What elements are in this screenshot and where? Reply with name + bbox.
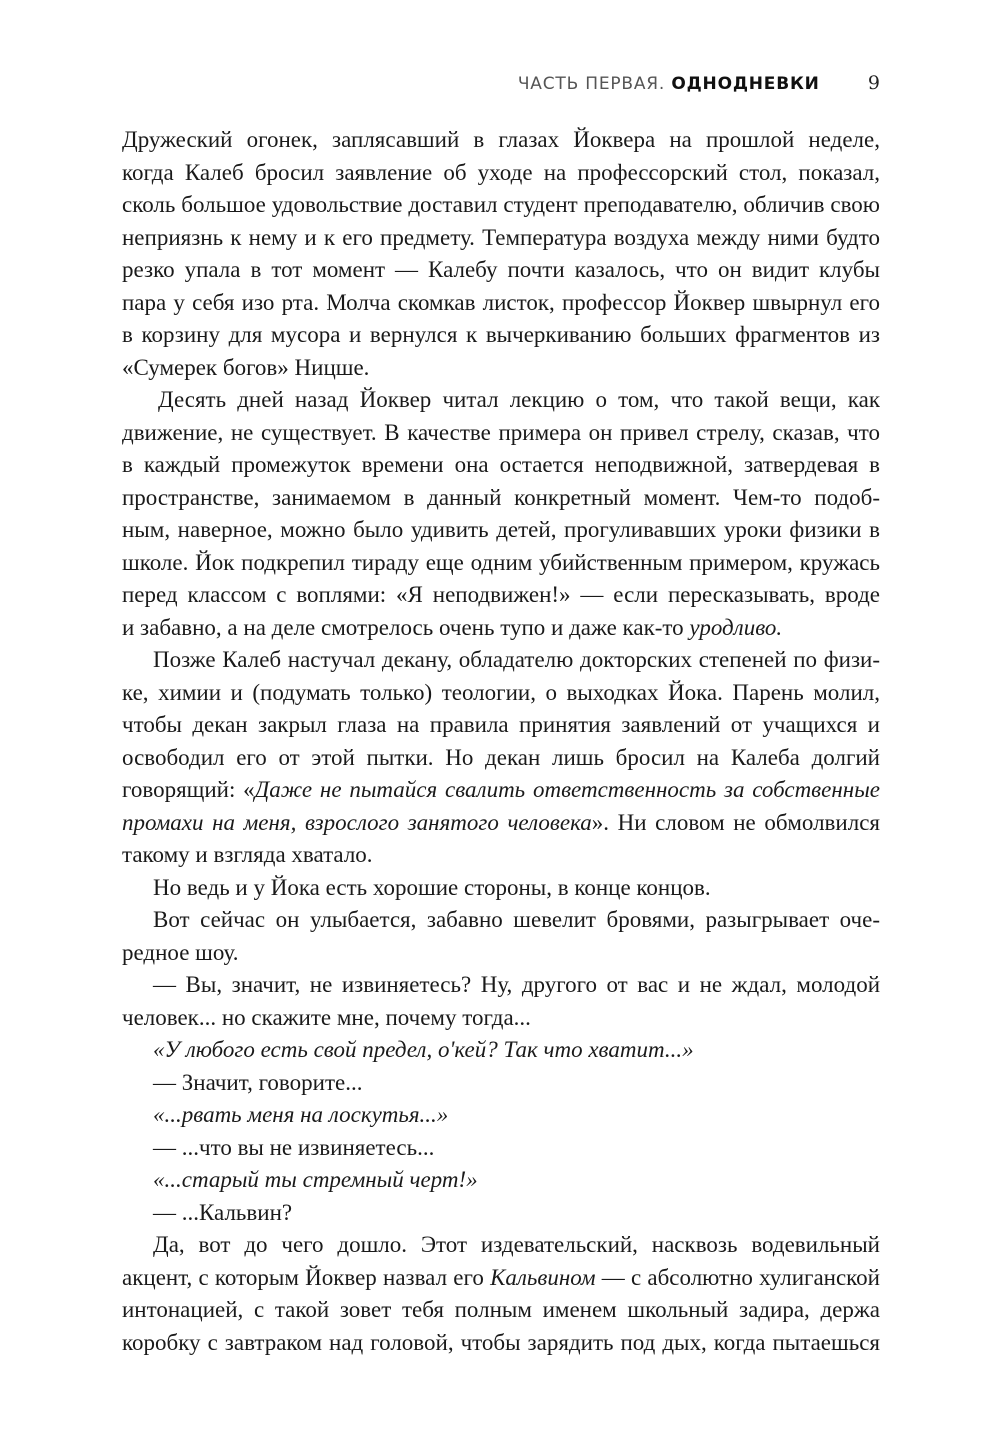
text-line: Вот сейчас он улыбается, забавно шевелит бровями, разыгрывает оче- [153, 907, 880, 932]
text-line: такому и взгляда хватало. [122, 842, 373, 867]
page-number: 9 [867, 72, 880, 94]
text-run: — с абсолютно хулиганской [595, 1264, 880, 1290]
text-line [122, 612, 880, 645]
text-line: движение, не существует. В качестве примера он привел стрелу, сказав, что [122, 419, 880, 445]
text-line: когда Калеб бросил заявление об уходе на профессорский стол, показал, [122, 159, 880, 185]
text-line [122, 774, 880, 807]
text-line: пара у себя изо рта. Молча скомкав листок, профессор Йоквер швырнул его [122, 289, 880, 315]
text-line: в каждый промежуток времени она остается неподвижной, затвердевая в [122, 452, 880, 477]
text-line: освободил его от этой пытки. Но декан лишь бросил на Калеба долгий [122, 744, 880, 770]
text-line: — ...Кальвин? [153, 1199, 293, 1225]
text-line: ке, химии и (подумать только) теологии, о выходках Йока. Парень молил, [122, 679, 880, 705]
italic-run: промахи на меня, взрослого занятого человека [122, 809, 592, 835]
text-line: человек... но скажите мне, почему тогда... [122, 1004, 531, 1030]
text-run: акцент, с которым Йоквер назвал его [122, 1264, 491, 1290]
text-run: ». Ни словом не обмолвился [591, 809, 880, 835]
text-run: говорящий: « [122, 777, 255, 802]
text-line: редное шоу. [122, 939, 239, 965]
text-line: школе. Йок подкрепил тираду еще одним убийственным примером, кружась [122, 549, 880, 575]
running-head [120, 72, 880, 98]
text-line: неприязнь к нему и к его предмету. Температура воздуха между ними будто [122, 224, 880, 250]
text-line: Но ведь и у Йока есть хорошие стороны, в конце концов. [153, 874, 711, 900]
text-line: в корзину для мусора и вернулся к вычеркиванию больших фрагментов из [122, 322, 880, 347]
text-line: ным, наверное, можно было удивить детей, прогуливавших уроки физики в [122, 517, 880, 542]
text-line: — Вы, значит, не извиняетесь? Ну, другого от вас и не ждал, молодой [153, 972, 880, 997]
text-line: чтобы декан закрыл глаза на правила принятия заявлений от учащихся и [122, 712, 880, 737]
text-line: пространстве, занимаемом в данный конкретный момент. Чем-то подоб- [122, 484, 880, 510]
text-line: — Значит, говорите... [153, 1069, 363, 1095]
text-line: «У любого есть свой предел, о'кей? Так что хватит...» [153, 1037, 694, 1062]
text-line [122, 807, 880, 840]
page-body [122, 124, 880, 1359]
chapter-title: ОДНОДНЕВКИ [671, 74, 820, 94]
italic-run: Даже не пытайся свалить ответственность за собственные [254, 777, 880, 802]
text-line: резко упала в тот момент — Калебу почти казалось, что он видит клубы [122, 257, 880, 282]
text-line: интонацией, с такой зовет тебя полным именем школьный задира, держа [122, 1297, 880, 1322]
text-line: Десять дней назад Йоквер читал лекцию о том, что такой вещи, как [158, 387, 880, 412]
part-title: ЧАСТЬ ПЕРВАЯ. [517, 74, 666, 94]
text-line: «...старый ты стремный черт!» [153, 1167, 478, 1192]
text-line: «...рвать меня на лоскутья...» [153, 1102, 449, 1127]
text-line: «Сумерек богов» Ницше. [122, 354, 370, 380]
text-line: — ...что вы не извиняетесь... [153, 1134, 435, 1160]
text-line: Да, вот до чего дошло. Этот издевательский, насквозь водевильный [153, 1232, 880, 1257]
text-line: коробку с завтраком над головой, чтобы зарядить под дых, когда пытаешься [122, 1329, 880, 1355]
text-line: перед классом с воплями: «Я неподвижен!» — если пересказывать, вроде [122, 582, 880, 607]
text-line: Позже Калеб настучал декану, обладателю докторских степеней по физи- [153, 647, 880, 672]
text-line: Дружеский огонек, заплясавший в глазах Йоквера на прошлой неделе, [122, 127, 880, 152]
text-line: сколь большое удовольствие доставил студент преподавателю, обличив свою [122, 192, 880, 217]
text-run: и забавно, а на деле смотрелось очень тупо и даже как-то [122, 614, 690, 640]
italic-run: уродливо. [689, 614, 783, 640]
text-line [122, 1262, 880, 1295]
italic-run: Кальвином [490, 1264, 596, 1290]
